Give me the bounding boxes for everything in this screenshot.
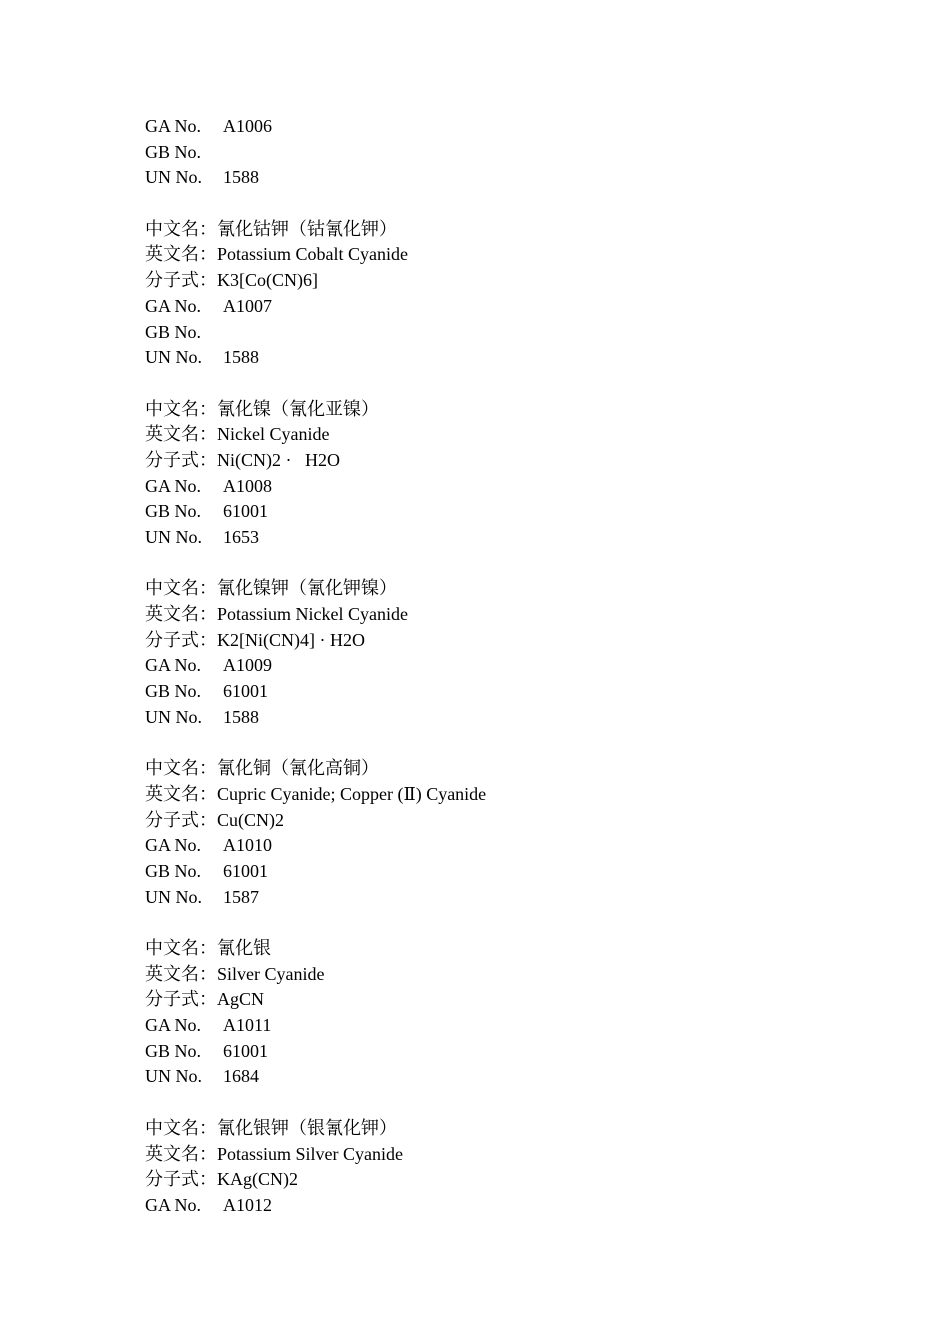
un-line [145, 1064, 905, 1090]
formula-line [145, 1167, 905, 1193]
un-line [145, 525, 905, 551]
en-value: Silver Cyanide [217, 963, 325, 984]
ga-label: GA No. [145, 116, 202, 136]
en-label: 英文名： [145, 244, 217, 265]
entry-gap [145, 910, 905, 936]
formula-label: 分子式： [145, 270, 217, 291]
formula-value: KAg(CN)2 [217, 1169, 298, 1190]
gb-label: GB No. [145, 860, 202, 881]
cn-label: 中文名： [145, 938, 217, 958]
ga-line [145, 653, 905, 679]
un-value: 1684 [223, 1066, 259, 1087]
cn-name-line [145, 576, 905, 602]
un-line [145, 165, 905, 191]
ga-label: GA No. [145, 475, 202, 496]
ga-line [145, 114, 905, 140]
formula-line [145, 987, 905, 1013]
en-name-line [145, 962, 905, 988]
gb-value: 61001 [223, 501, 268, 522]
gb-label: GB No. [145, 681, 202, 702]
formula-label: 分子式： [145, 629, 217, 650]
ga-line [145, 1193, 905, 1219]
ga-label: GA No. [145, 1194, 202, 1215]
ga-value: A1008 [223, 475, 272, 496]
cn-name-line [145, 756, 905, 782]
en-label: 英文名： [145, 783, 217, 804]
ga-value: A1011 [223, 1015, 272, 1036]
un-value: 1587 [223, 886, 259, 907]
un-label: UN No. [145, 706, 202, 727]
entry-gap [145, 731, 905, 757]
ga-value: A1012 [223, 1194, 272, 1215]
gb-label: GB No. [145, 1040, 202, 1061]
gb-line [145, 499, 905, 525]
ga-value: A1006 [223, 116, 272, 136]
gb-line [145, 320, 905, 346]
formula-value: K3[Co(CN)6] [217, 270, 318, 291]
un-label: UN No. [145, 347, 202, 368]
entry-gap [145, 551, 905, 577]
un-label: UN No. [145, 886, 202, 907]
cn-label: 中文名： [145, 1117, 217, 1138]
ga-value: A1009 [223, 655, 272, 676]
en-name-line [145, 1142, 905, 1168]
un-line [145, 705, 905, 731]
en-label: 英文名： [145, 424, 217, 445]
gb-value: 61001 [223, 860, 268, 881]
formula-line [145, 268, 905, 294]
formula-label: 分子式： [145, 1169, 217, 1190]
en-value: Potassium Silver Cyanide [217, 1143, 403, 1164]
un-value: 1588 [223, 167, 259, 188]
cn-value: 氰化镍（氰化亚镍） [217, 398, 379, 419]
gb-line [145, 1039, 905, 1065]
gb-line [145, 679, 905, 705]
en-value: Potassium Nickel Cyanide [217, 604, 408, 625]
formula-value: Cu(CN)2 [217, 809, 284, 830]
un-value: 1653 [223, 527, 259, 547]
en-name-line [145, 782, 905, 808]
ga-line [145, 833, 905, 859]
formula-label: 分子式： [145, 989, 217, 1010]
en-value: Cupric Cyanide; Copper (Ⅱ) Cyanide [217, 783, 487, 804]
en-label: 英文名： [145, 604, 217, 625]
gb-label: GB No. [145, 321, 202, 342]
ga-line [145, 474, 905, 500]
en-name-line [145, 602, 905, 628]
en-value: Nickel Cyanide [217, 424, 330, 445]
en-value: Potassium Cobalt Cyanide [217, 244, 408, 265]
ga-label: GA No. [145, 1015, 202, 1036]
cn-value: 氰化银 [217, 938, 271, 958]
formula-label: 分子式： [145, 809, 217, 830]
un-label: UN No. [145, 167, 202, 188]
ga-value: A1010 [223, 835, 272, 856]
un-label: UN No. [145, 527, 202, 547]
cn-label: 中文名： [145, 218, 217, 239]
formula-value: AgCN [217, 989, 265, 1010]
en-name-line [145, 242, 905, 268]
cn-value: 氰化铜（氰化高铜） [217, 758, 379, 779]
cn-name-line [145, 397, 905, 423]
un-line [145, 885, 905, 911]
entry-gap [145, 191, 905, 217]
ga-label: GA No. [145, 835, 202, 856]
gb-label: GB No. [145, 501, 202, 522]
formula-line [145, 448, 905, 474]
un-line [145, 345, 905, 371]
cn-name-line [145, 217, 905, 243]
un-value: 1588 [223, 706, 259, 727]
cn-label: 中文名： [145, 398, 217, 419]
cn-value: 氰化银钾（银氰化钾） [217, 1117, 397, 1138]
cn-label: 中文名： [145, 758, 217, 779]
gb-value: 61001 [223, 1040, 268, 1061]
entry-gap [145, 1090, 905, 1116]
gb-line [145, 859, 905, 885]
cn-label: 中文名： [145, 578, 217, 599]
un-value: 1588 [223, 347, 259, 368]
ga-line [145, 1013, 905, 1039]
cn-value: 氰化钴钾（钴氰化钾） [217, 218, 397, 239]
formula-value: Ni(CN)2 · H2O [217, 449, 340, 470]
ga-line [145, 294, 905, 320]
un-label: UN No. [145, 1066, 202, 1087]
gb-line [145, 140, 905, 166]
formula-label: 分子式： [145, 449, 217, 470]
gb-label: GB No. [145, 141, 202, 162]
en-name-line [145, 422, 905, 448]
formula-value: K2[Ni(CN)4] · H2O [217, 629, 365, 650]
cn-value: 氰化镍钾（氰化钾镍） [217, 578, 397, 599]
ga-value: A1007 [223, 295, 272, 316]
cn-name-line [145, 1116, 905, 1142]
formula-line [145, 808, 905, 834]
ga-label: GA No. [145, 295, 202, 316]
formula-line [145, 628, 905, 654]
gb-value: 61001 [223, 681, 268, 702]
ga-label: GA No. [145, 655, 202, 676]
cn-name-line [145, 936, 905, 962]
en-label: 英文名： [145, 1143, 217, 1164]
en-label: 英文名： [145, 963, 217, 984]
document-page [145, 114, 905, 1219]
entry-gap [145, 371, 905, 397]
